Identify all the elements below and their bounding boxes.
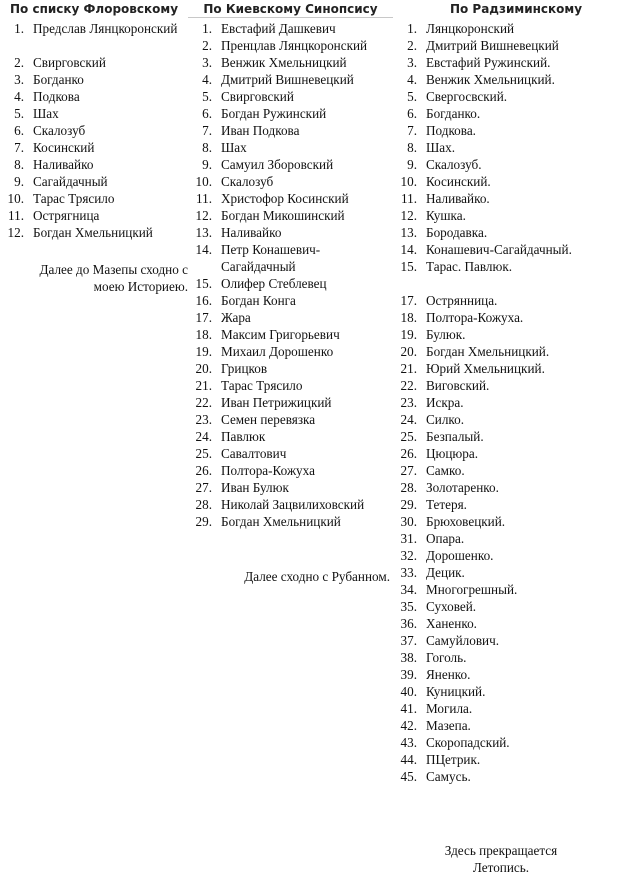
item-name: Булюк. <box>426 327 466 342</box>
item-name: Жара <box>221 310 251 325</box>
list-item <box>393 394 639 411</box>
list-item <box>393 309 639 326</box>
item-number: 9. <box>14 174 24 189</box>
item-number: 1. <box>407 21 417 36</box>
item-name: Косинский. <box>426 174 491 189</box>
list-item <box>188 292 393 309</box>
list-item <box>393 20 639 37</box>
list-item <box>393 139 639 156</box>
item-number: 5. <box>202 89 212 104</box>
item-name: Дорошенко. <box>426 548 494 563</box>
list-item <box>393 377 639 394</box>
item-name: Иван Булюк <box>221 480 289 495</box>
item-number: 24. <box>195 429 212 444</box>
list-item <box>0 190 188 207</box>
list-item <box>188 88 393 105</box>
list-item <box>0 173 188 190</box>
list-item <box>188 20 393 37</box>
item-name: Дмитрий Вишневецкий <box>221 72 354 87</box>
item-name: Богдан Хмельницкий <box>33 225 153 240</box>
list-item <box>393 173 639 190</box>
list-item <box>188 326 393 343</box>
item-name: Скалозуб. <box>426 157 482 172</box>
item-number: 11. <box>196 191 212 206</box>
list-item <box>188 241 393 275</box>
item-number: 40. <box>400 684 417 699</box>
item-number: 3. <box>202 55 212 70</box>
item-name: Яненко. <box>426 667 471 682</box>
item-number: 3. <box>14 72 24 87</box>
item-name: Пренцлав Лянцкоронский <box>221 38 368 53</box>
item-number: 2. <box>407 38 417 53</box>
list-item <box>188 309 393 326</box>
item-number: 10. <box>7 191 24 206</box>
list-item <box>393 632 639 649</box>
item-number: 27. <box>195 480 212 495</box>
item-name: Опара. <box>426 531 465 546</box>
list-item <box>393 71 639 88</box>
item-name: Николай Зацвилиховский <box>221 497 365 512</box>
item-number: 7. <box>407 123 417 138</box>
item-name: Иван Петрижицкий <box>221 395 332 410</box>
list-item <box>0 20 188 54</box>
list-item <box>0 139 188 156</box>
item-number: 31. <box>400 531 417 546</box>
list-item <box>188 360 393 377</box>
list-item <box>393 224 639 241</box>
item-number: 32. <box>400 548 417 563</box>
list-item <box>393 258 639 292</box>
item-name: Острягница <box>33 208 100 223</box>
list-item <box>393 326 639 343</box>
item-number: 33. <box>400 565 417 580</box>
item-name: Шах <box>221 140 247 155</box>
item-number: 20. <box>400 344 417 359</box>
item-name: Дмитрий Вишневецкий <box>426 38 559 53</box>
item-number: 9. <box>202 157 212 172</box>
list-item <box>393 717 639 734</box>
list-item <box>188 224 393 241</box>
item-name: Савалтович <box>221 446 287 461</box>
item-name: Золотаренко. <box>426 480 499 495</box>
column-note: Далее до Мазепы сходно с моею Историею. <box>39 262 188 294</box>
list-item <box>393 768 639 785</box>
list-item <box>188 411 393 428</box>
item-number: 5. <box>407 89 417 104</box>
column-note: Здесь прекращается Летопись. <box>444 843 558 875</box>
item-name: Павлюк <box>221 429 266 444</box>
item-name: Скоропадский. <box>426 735 510 750</box>
list-item <box>393 88 639 105</box>
item-number: 14. <box>195 242 212 257</box>
item-name: Тетеря. <box>426 497 467 512</box>
list-item <box>0 207 188 224</box>
list-item <box>393 292 639 309</box>
item-number: 26. <box>195 463 212 478</box>
list-item <box>188 377 393 394</box>
column-header-radziminsky: По Радзиминскому <box>449 2 583 16</box>
item-number: 44. <box>400 752 417 767</box>
list-item <box>0 88 188 105</box>
item-number: 19. <box>195 344 212 359</box>
item-name: Тарас. Павлюк. <box>426 259 513 274</box>
item-number: 29. <box>400 497 417 512</box>
item-number: 7. <box>14 140 24 155</box>
item-name: Свергосвский. <box>426 89 508 104</box>
list-item <box>188 513 393 530</box>
item-name: Кушка. <box>426 208 466 223</box>
item-name: Богданко. <box>426 106 481 121</box>
list-item <box>393 598 639 615</box>
item-name: Венжик Хмельницкий <box>221 55 347 70</box>
item-name: Наливайко. <box>426 191 490 206</box>
item-number: 39. <box>400 667 417 682</box>
item-number: 18. <box>195 327 212 342</box>
item-name: Богдан Хмельницкий <box>221 514 341 529</box>
list-item <box>188 462 393 479</box>
item-number: 38. <box>400 650 417 665</box>
item-number: 28. <box>195 497 212 512</box>
item-name: Искра. <box>426 395 464 410</box>
florovsky-list <box>0 20 188 294</box>
item-number: 15. <box>195 276 212 291</box>
list-item <box>393 683 639 700</box>
list-item <box>188 496 393 513</box>
item-name: Мазепа. <box>426 718 471 733</box>
item-name: Христофор Косинский <box>221 191 349 206</box>
list-item <box>393 343 639 360</box>
list-item <box>393 207 639 224</box>
item-name: Богдан Микошинский <box>221 208 345 223</box>
item-number: 24. <box>400 412 417 427</box>
item-number: 5. <box>14 106 24 121</box>
list-item <box>393 649 639 666</box>
item-number: 6. <box>407 106 417 121</box>
item-number: 45. <box>400 769 417 784</box>
list-item <box>188 122 393 139</box>
item-name: Цюцюра. <box>426 446 479 461</box>
list-item <box>393 37 639 54</box>
list-item <box>188 54 393 71</box>
item-number: 4. <box>202 72 212 87</box>
item-number: 12. <box>400 208 417 223</box>
item-number: 2. <box>14 55 24 70</box>
item-name: Богданко <box>33 72 84 87</box>
item-number: 12. <box>7 225 24 240</box>
item-name: Самуил Зборовский <box>221 157 334 172</box>
item-name: Иван Подкова <box>221 123 300 138</box>
item-number: 17. <box>195 310 212 325</box>
item-number: 7. <box>202 123 212 138</box>
list-item <box>393 241 639 258</box>
list-item <box>188 71 393 88</box>
item-name: Тарас Трясило <box>33 191 115 206</box>
item-name: Суховей. <box>426 599 477 614</box>
item-name: Косинский <box>33 140 95 155</box>
column-note: Далее сходно с Рубанном. <box>244 569 390 584</box>
list-item <box>393 581 639 598</box>
item-number: 30. <box>400 514 417 529</box>
item-number: 36. <box>400 616 417 631</box>
item-name: Наливайко <box>221 225 282 240</box>
item-number: 4. <box>14 89 24 104</box>
list-item <box>393 513 639 530</box>
item-number: 25. <box>400 429 417 444</box>
list-item <box>0 71 188 88</box>
item-number: 8. <box>202 140 212 155</box>
item-number: 18. <box>400 310 417 325</box>
item-name: Юрий Хмельницкий. <box>426 361 545 376</box>
list-item <box>393 190 639 207</box>
item-number: 19. <box>400 327 417 342</box>
item-name: Богдан Ружинский <box>221 106 327 121</box>
item-number: 11. <box>8 208 24 223</box>
list-item <box>188 428 393 445</box>
item-name: Венжик Хмельницкий. <box>426 72 555 87</box>
item-number: 43. <box>400 735 417 750</box>
list-item <box>393 700 639 717</box>
item-name: Бородавка. <box>426 225 488 240</box>
item-name: Острянница. <box>426 293 498 308</box>
item-number: 21. <box>195 378 212 393</box>
item-name: Силко. <box>426 412 465 427</box>
item-number: 3. <box>407 55 417 70</box>
list-item <box>393 530 639 547</box>
item-name: Грицков <box>221 361 268 376</box>
list-item <box>393 666 639 683</box>
list-item <box>0 54 188 71</box>
item-number: 14. <box>400 242 417 257</box>
item-number: 23. <box>400 395 417 410</box>
item-name: Евстафий Дашкевич <box>221 21 336 36</box>
item-number: 13. <box>400 225 417 240</box>
item-number: 35. <box>400 599 417 614</box>
item-name: ПЦетрик. <box>426 752 481 767</box>
list-item <box>188 37 393 54</box>
item-name: Предслав Лянцкоронский <box>33 21 178 36</box>
list-item <box>0 122 188 139</box>
item-name: Подкова <box>33 89 80 104</box>
radziminsky-list <box>393 20 639 875</box>
item-number: 6. <box>202 106 212 121</box>
list-item <box>393 751 639 768</box>
list-item <box>188 139 393 156</box>
item-number: 2. <box>202 38 212 53</box>
list-item <box>393 462 639 479</box>
item-number: 27. <box>400 463 417 478</box>
item-name: Михаил Дорошенко <box>221 344 334 359</box>
list-item <box>393 122 639 139</box>
item-name: Брюховецкий. <box>426 514 506 529</box>
item-name: Самко. <box>426 463 465 478</box>
item-number: 21. <box>400 361 417 376</box>
list-item <box>393 428 639 445</box>
item-name: Шах <box>33 106 59 121</box>
item-number: 20. <box>195 361 212 376</box>
list-item <box>393 445 639 462</box>
item-name: Семен перевязка <box>221 412 316 427</box>
item-number: 1. <box>202 21 212 36</box>
item-number: 34. <box>400 582 417 597</box>
item-number: 17. <box>400 293 417 308</box>
item-number: 15. <box>400 259 417 274</box>
item-name: Сагайдачный <box>33 174 108 189</box>
list-item <box>188 445 393 462</box>
item-name: Конашевич-Сагайдачный. <box>426 242 572 257</box>
item-number: 13. <box>195 225 212 240</box>
item-name: Самуйлович. <box>426 633 500 648</box>
item-name: Самусь. <box>426 769 471 784</box>
item-name: Безпалый. <box>426 429 484 444</box>
item-name: Олифер Стеблевец <box>221 276 327 291</box>
list-item <box>393 156 639 173</box>
list-item <box>393 479 639 496</box>
list-item <box>188 105 393 122</box>
header-divider <box>188 17 393 18</box>
item-name: Виговский. <box>426 378 490 393</box>
item-name: Скалозуб <box>33 123 86 138</box>
item-number: 6. <box>14 123 24 138</box>
kiev-synopsis-list <box>188 20 393 584</box>
list-item <box>393 547 639 564</box>
list-item <box>0 156 188 173</box>
item-number: 8. <box>14 157 24 172</box>
column-header-kiev-synopsis: По Киевскому Синопсису <box>203 2 378 16</box>
item-name: Ханенко. <box>426 616 477 631</box>
item-name: Скалозуб <box>221 174 274 189</box>
list-item <box>393 734 639 751</box>
item-number: 28. <box>400 480 417 495</box>
item-number: 10. <box>195 174 212 189</box>
item-number: 12. <box>195 208 212 223</box>
list-item <box>188 190 393 207</box>
item-name: Тарас Трясило <box>221 378 303 393</box>
item-number: 22. <box>195 395 212 410</box>
item-number: 4. <box>407 72 417 87</box>
list-item <box>393 360 639 377</box>
item-number: 1. <box>14 21 24 36</box>
item-name: Наливайко <box>33 157 94 172</box>
list-item <box>188 173 393 190</box>
item-number: 9. <box>407 157 417 172</box>
item-name: Подкова. <box>426 123 476 138</box>
item-name: Полтора-Кожуха. <box>426 310 524 325</box>
item-name: Гоголь. <box>426 650 467 665</box>
item-number: 37. <box>400 633 417 648</box>
item-name: Полтора-Кожуха <box>221 463 315 478</box>
item-number: 8. <box>407 140 417 155</box>
list-item <box>188 479 393 496</box>
item-name: Петр Конашевич-Сагайдачный <box>221 242 321 274</box>
item-name: Шах. <box>426 140 456 155</box>
list-item <box>188 275 393 292</box>
list-item <box>393 105 639 122</box>
item-number: 29. <box>195 514 212 529</box>
item-name: Многогрешный. <box>426 582 518 597</box>
item-name: Лянцкоронский <box>426 21 515 36</box>
item-name: Максим Григорьевич <box>221 327 340 342</box>
list-item <box>393 615 639 632</box>
item-name: Свирговский <box>33 55 106 70</box>
list-item <box>188 343 393 360</box>
list-item <box>393 564 639 581</box>
list-item <box>188 207 393 224</box>
item-number: 23. <box>195 412 212 427</box>
list-item <box>393 54 639 71</box>
column-header-florovsky: По списку Флоровскому <box>9 2 179 16</box>
list-item <box>188 394 393 411</box>
item-number: 11. <box>401 191 417 206</box>
item-number: 22. <box>400 378 417 393</box>
item-name: Куницкий. <box>426 684 486 699</box>
list-item <box>0 105 188 122</box>
list-item <box>188 156 393 173</box>
item-name: Богдан Конга <box>221 293 296 308</box>
item-number: 41. <box>400 701 417 716</box>
item-number: 16. <box>195 293 212 308</box>
item-name: Децик. <box>426 565 465 580</box>
item-name: Богдан Хмельницкий. <box>426 344 550 359</box>
item-number: 25. <box>195 446 212 461</box>
item-name: Евстафий Ружинский. <box>426 55 551 70</box>
list-item <box>393 411 639 428</box>
item-number: 10. <box>400 174 417 189</box>
list-item <box>393 496 639 513</box>
item-number: 26. <box>400 446 417 461</box>
list-item <box>0 224 188 241</box>
item-name: Могила. <box>426 701 473 716</box>
item-number: 42. <box>400 718 417 733</box>
item-name: Свирговский <box>221 89 294 104</box>
